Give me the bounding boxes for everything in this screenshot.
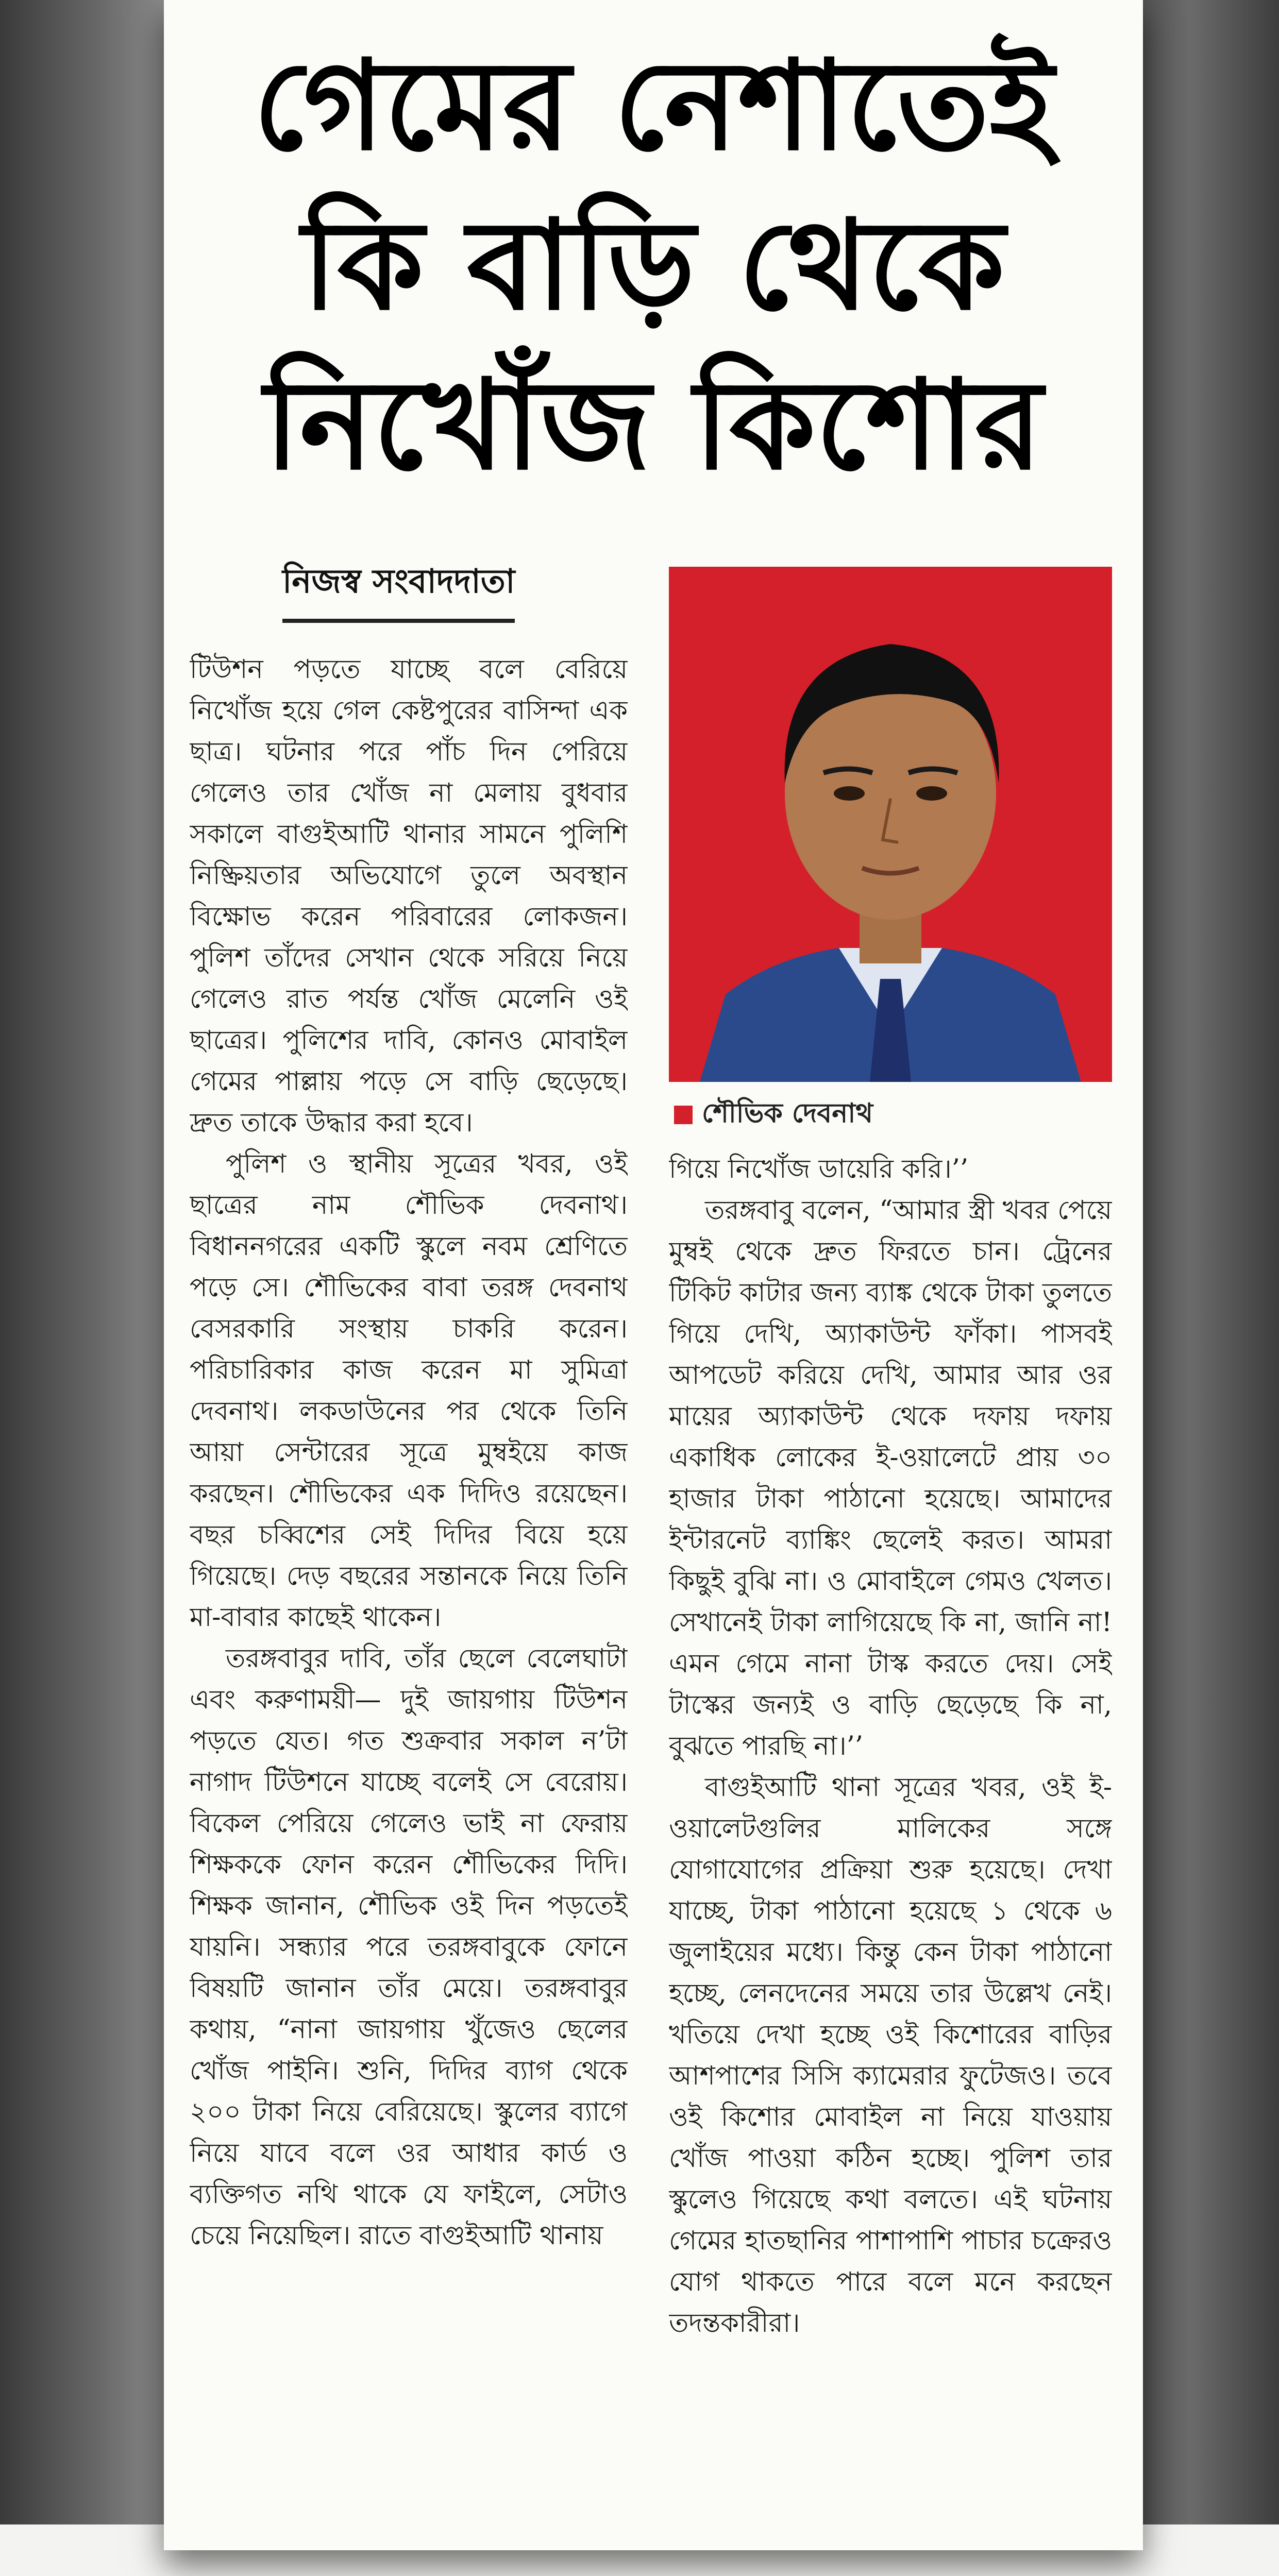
- headline-line-2: কি বাড়ি থেকে: [302, 193, 1005, 337]
- red-square-icon: [674, 1106, 693, 1124]
- paragraph: পুলিশ ও স্থানীয় সূত্রের খবর, ওই ছাত্রের নাম শৌভিক দেবনাথ। বিধাননগরের একটি স্কুলে নবম শ্রেণিতে পড়ে সে। শৌভিকের বাবা তরঙ্গ দেবনাথ বেসরকারি সংস্থায় চাকরি করেন। পরিচারিকার কাজ করেন মা সুমিত্রা দেবনাথ। লকডাউনের পর থেকে তিনি আয়া সেন্টারের সূত্রে মুম্বইয়ে কাজ করছেন। শৌভিকের এক দিদিও রয়েছেন। বছর চব্বিশের সেই দিদির বিয়ে হয়ে গিয়েছে। দেড় বছরের সন্তানকে নিয়ে তিনি মা-বাবার কাছেই থাকেন।: [190, 1149, 628, 1633]
- portrait-illustration: [669, 567, 1112, 1082]
- portrait-photo: [669, 567, 1112, 1082]
- photo-caption-text: শৌভিক দেবনাথ: [702, 1098, 873, 1129]
- photo-caption: [674, 1092, 873, 1137]
- headline-line-3: নিখোঁজ কিশোর: [264, 353, 1043, 497]
- paragraph: গিয়ে নিখোঁজ ডায়েরি করি।’’: [669, 1154, 969, 1184]
- paragraph: বাগুইআটি থানা সূত্রের খবর, ওই ই-ওয়ালেটগুলির মালিকের সঙ্গে যোগাযোগের প্রক্রিয়া শুরু হয়েছে। দেখা যাচ্ছে, টাকা পাঠানো হয়েছে ১ থেকে ৬ জুলাইয়ের মধ্যে। কিন্তু কেন টাকা পাঠানো হচ্ছে, লেনদেনের সময়ে তার উল্লেখ নেই। খতিয়ে দেখা হচ্ছে ওই কিশোরের বাড়ির আশপাশের সিসি ক্যামেরার ফুটেজও। তবে ওই কিশোর মোবাইল না নিয়ে যাওয়ায় খোঁজ পাওয়া কঠিন হচ্ছে। পুলিশ তার স্কুলেও গিয়েছে কথা বলতে। এই ঘটনায় গেমের হাতছানির পাশাপাশি পাচার চক্রেরও যোগ থাকতে পারে বলে মনে করছেন তদন্তকারীরা।: [669, 1772, 1112, 2338]
- news-clipping: [164, 0, 1143, 2550]
- paragraph: তরঙ্গবাবুর দাবি, তাঁর ছেলে বেলেঘাটা এবং করুণাময়ী— দুই জায়গায় টিউশন পড়তে যেত। গত শুক্রবার সকাল ন’টা নাগাদ টিউশনে যাচ্ছে বলেই সে বেরোয়। বিকেল পেরিয়ে গেলেও ভাই না ফেরায় শিক্ষককে ফোন করেন শৌভিকের দিদি। শিক্ষক জানান, শৌভিক ওই দিন পড়তেই যায়নি। সন্ধ্যার পরে তরঙ্গবাবুকে ফোনে বিষয়টি জানান তাঁর মেয়ে। তরঙ্গবাবুর কথায়, “নানা জায়গায় খুঁজেও ছেলের খোঁজ পাইনি। শুনি, দিদির ব্যাগ থেকে ২০০ টাকা নিয়ে বেরিয়েছে। স্কুলের ব্যাগে নিয়ে যাবে বলে ওর আধার কার্ড ও ব্যক্তিগত নথি থাকে যে ফাইলে, সেটাও চেয়ে নিয়েছিল। রাতে বাগুইআটি থানায়: [190, 1643, 628, 2251]
- byline: নিজস্ব সংবাদদাতা: [282, 556, 515, 623]
- paragraph: তরঙ্গবাবু বলেন, “আমার স্ত্রী খবর পেয়ে মুম্বই থেকে দ্রুত ফিরতে চান। ট্রেনের টিকিট কাটার জন্য ব্যাঙ্ক থেকে টাকা তুলতে গিয়ে দেখি, অ্যাকাউন্ট ফাঁকা। পাসবই আপডেট করিয়ে দেখি, আমার আর ওর মায়ের অ্যাকাউন্ট থেকে দফায় দফায় একাধিক লোকের ই-ওয়ালেটে প্রায় ৩০ হাজার টাকা পাঠানো হয়েছে। আমাদের ইন্টারনেট ব্যাঙ্কিং ছেলেই করত। আমরা কিছুই বুঝি না। ও মোবাইলে গেমও খেলত। সেখানেই টাকা লাগিয়েছে কি না, জানি না! এমন গেমে নানা টাস্ক করতে দেয়। সেই টাস্কের জন্যই ও বাড়ি ছেড়েছে কি না, বুঝতে পারছি না।’’: [669, 1195, 1112, 1761]
- article-column-1: [190, 649, 628, 2504]
- headline-line-1: গেমের নেশাতেই: [253, 33, 1054, 178]
- paragraph: টিউশন পড়তে যাচ্ছে বলে বেরিয়ে নিখোঁজ হয়ে গেল কেষ্টপুরের বাসিন্দা এক ছাত্র। ঘটনার পরে পাঁচ দিন পেরিয়ে গেলেও তার খোঁজ না মেলায় বুধবার সকালে বাগুইআটি থানার সামনে পুলিশি নিষ্ক্রিয়তার অভিযোগে তুলে অবস্থান বিক্ষোভ করেন পরিবারের লোকজন। পুলিশ তাঁদের সেখান থেকে সরিয়ে নিয়ে গেলেও রাত পর্যন্ত খোঁজ মেলেনি ওই ছাত্রের। পুলিশের দাবি, কোনও মোবাইল গেমের পাল্লায় পড়ে সে বাড়ি ছেড়েছে। দ্রুত তাকে উদ্ধার করা হবে।: [190, 654, 628, 1138]
- headline: [164, 26, 1143, 505]
- article-column-2: [669, 1149, 1112, 2514]
